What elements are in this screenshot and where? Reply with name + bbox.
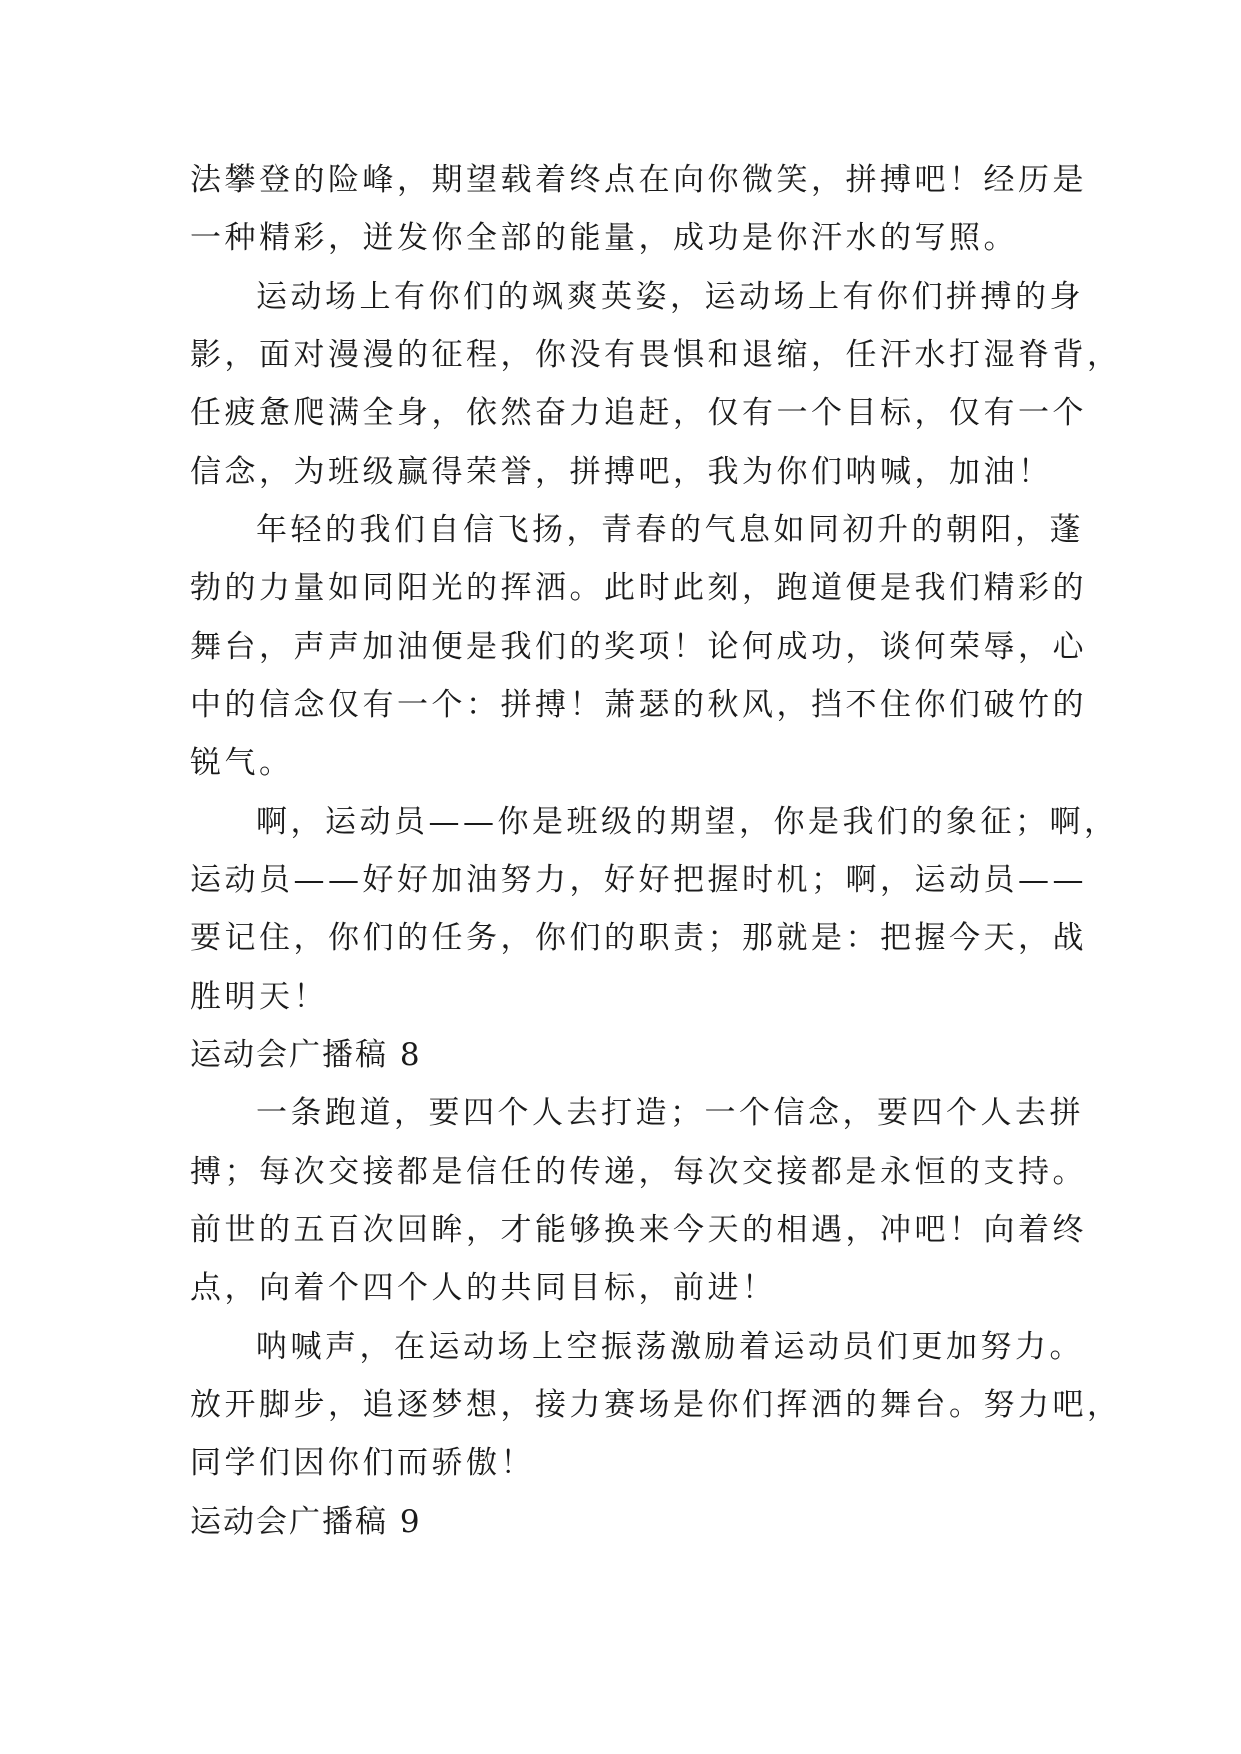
paragraph-start: 一条跑道，要四个人去打造；一个信念，要四个人去拼	[256, 1095, 1084, 1131]
text-line: 放开脚步，追逐梦想，接力赛场是你们挥洒的舞台。努力吧，	[190, 1387, 1122, 1423]
text-line: 胜明天！	[190, 979, 328, 1015]
text-line: 点，向着个四个人的共同目标，前进！	[190, 1270, 777, 1306]
text-line: 法攀登的险峰，期望载着终点在向你微笑，拼搏吧！经历是	[190, 162, 1087, 198]
paragraph-start: 年轻的我们自信飞扬，青春的气息如同初升的朝阳，蓬	[256, 512, 1084, 548]
text-line: 搏；每次交接都是信任的传递，每次交接都是永恒的支持。	[190, 1154, 1087, 1190]
text-line: 中的信念仅有一个：拼搏！萧瑟的秋风，挡不住你们破竹的	[190, 687, 1087, 723]
text-line: 舞台，声声加油便是我们的奖项！论何成功，谈何荣辱，心	[190, 629, 1087, 665]
text-line: 影，面对漫漫的征程，你没有畏惧和退缩，任汗水打湿脊背，	[190, 337, 1122, 373]
paragraph-start: 呐喊声，在运动场上空振荡激励着运动员们更加努力。	[256, 1329, 1084, 1365]
text-line: 前世的五百次回眸，才能够换来今天的相遇，冲吧！向着终	[190, 1212, 1087, 1248]
text-line: 一种精彩，迸发你全部的能量，成功是你汗水的写照。	[190, 220, 1018, 256]
section-heading: 运动会广播稿 9	[190, 1504, 422, 1540]
text-line: 锐气。	[190, 745, 294, 781]
paragraph-start: 运动场上有你们的飒爽英姿，运动场上有你们拼搏的身	[256, 279, 1084, 315]
text-line: 任疲惫爬满全身，依然奋力追赶，仅有一个目标，仅有一个	[190, 395, 1087, 431]
text-line: 勃的力量如同阳光的挥洒。此时此刻，跑道便是我们精彩的	[190, 570, 1087, 606]
text-line: 运动员——好好加油努力，好好把握时机；啊，运动员——	[190, 862, 1087, 898]
section-heading: 运动会广播稿 8	[190, 1037, 422, 1073]
paragraph-start: 啊，运动员——你是班级的期望，你是我们的象征；啊，	[256, 804, 1119, 840]
text-line: 同学们因你们而骄傲！	[190, 1445, 535, 1481]
text-line: 信念，为班级赢得荣誉，拼搏吧，我为你们呐喊，加油！	[190, 454, 1053, 490]
text-line: 要记住，你们的任务，你们的职责；那就是：把握今天，战	[190, 920, 1087, 956]
